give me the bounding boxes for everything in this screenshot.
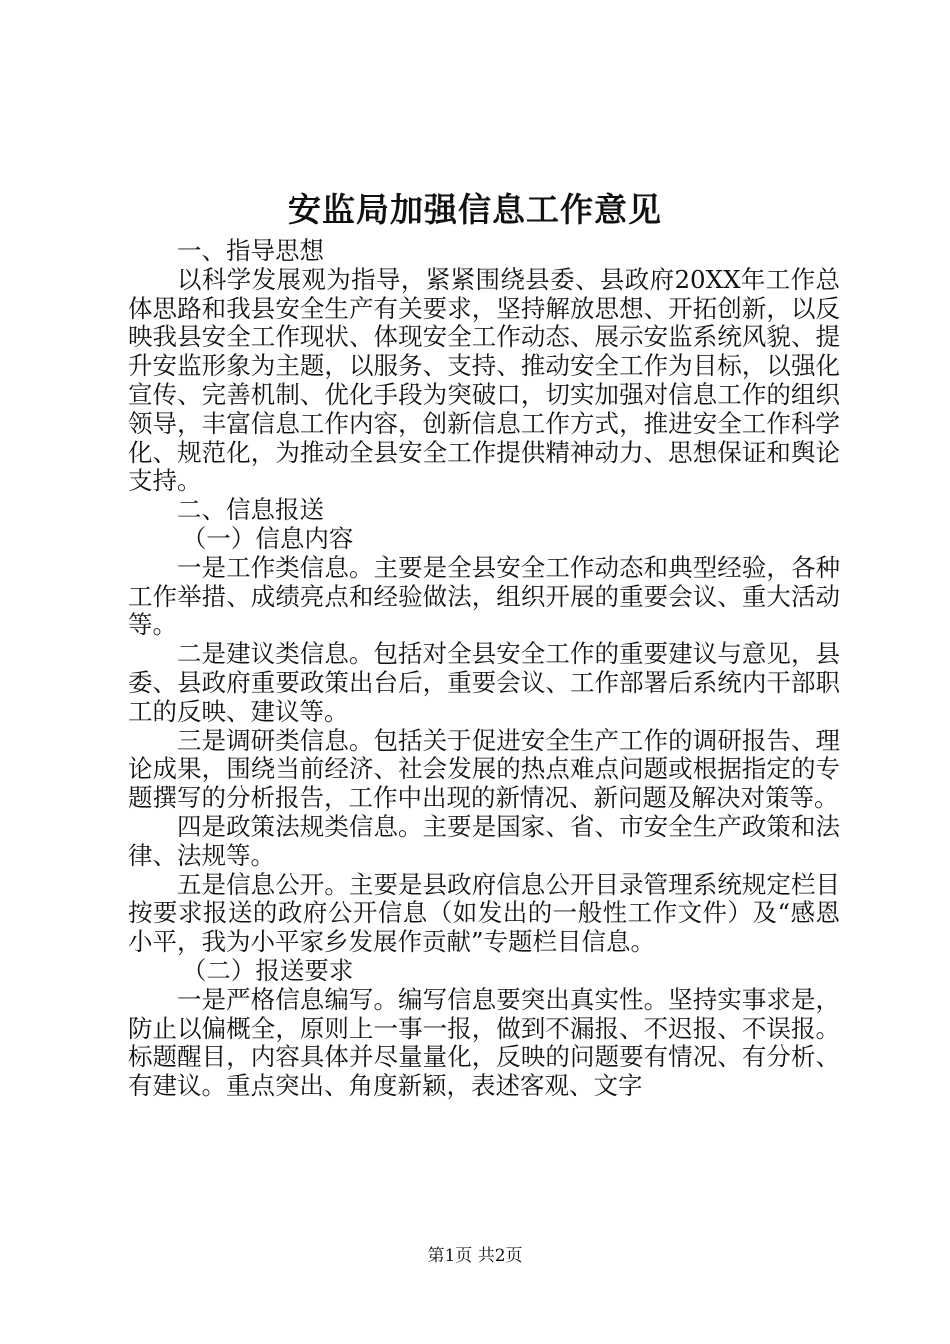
page-footer: 第1页 共2页: [427, 1246, 523, 1266]
paragraph-work-info: 一是工作类信息。主要是全县安全工作动态和典型经验，各种工作举措、成绩亮点和经验做法，组织开展的重要会议、重大活动等。: [128, 552, 840, 640]
document-title: 安监局加强信息工作意见: [288, 190, 662, 229]
paragraph-suggestion-info: 二是建议类信息。包括对全县安全工作的重要建议与意见，县委、县政府重要政策出台后，重要会议、工作部署后系统内干部职工的反映、建议等。: [128, 639, 840, 726]
subsection-heading-info-content: （一）信息内容: [181, 523, 354, 553]
section-heading-info-reporting: 二、信息报送: [177, 495, 324, 525]
document-body: [128, 237, 840, 1101]
section-heading-guiding-thought: 一、指导思想: [177, 236, 324, 265]
paragraph-strict-writing: 一是严格信息编写。编写信息要突出真实性。坚持实事求是，防止以偏概全，原则上一事一报，做到不漏报、不迟报、不误报。标题醒目，内容具体并尽量量化，反映的问题要有情况、有分析、有建议。重点突出、角度新颖，表述客观、文字: [128, 984, 840, 1101]
paragraph-info-disclosure: 五是信息公开。主要是县政府信息公开目录管理系统规定栏目按要求报送的政府公开信息（如发出的一般性工作文件）及“感恩小平，我为小平家乡发展作贡献”专题栏目信息。: [128, 869, 840, 957]
paragraph-guiding-thought: 以科学发展观为指导，紧紧围绕县委、县政府20XX年工作总体思路和我县安全生产有关要求，坚持解放思想、开拓创新，以反映我县安全工作现状、体现安全工作动态、展示安监系统风貌、提升安监形象为主题，以服务、支持、推动安全工作为目标，以强化宣传、完善机制、优化手段为突破口，切实加强对信息工作的组织领导，丰富信息工作内容，创新信息工作方式，推进安全工作科学化、规范化，为推动全县安全工作提供精神动力、思想保证和舆论支持。: [128, 264, 840, 496]
paragraph-research-info: 三是调研类信息。包括关于促进安全生产工作的调研报告、理论成果，围绕当前经济、社会发展的热点难点问题或根据指定的专题撰写的分析报告，工作中出现的新情况、新问题及解决对策等。: [128, 725, 840, 813]
paragraph-policy-info: 四是政策法规类信息。主要是国家、省、市安全生产政策和法律、法规等。: [128, 811, 840, 870]
subsection-heading-reporting-requirements: （二）报送要求: [181, 955, 354, 985]
